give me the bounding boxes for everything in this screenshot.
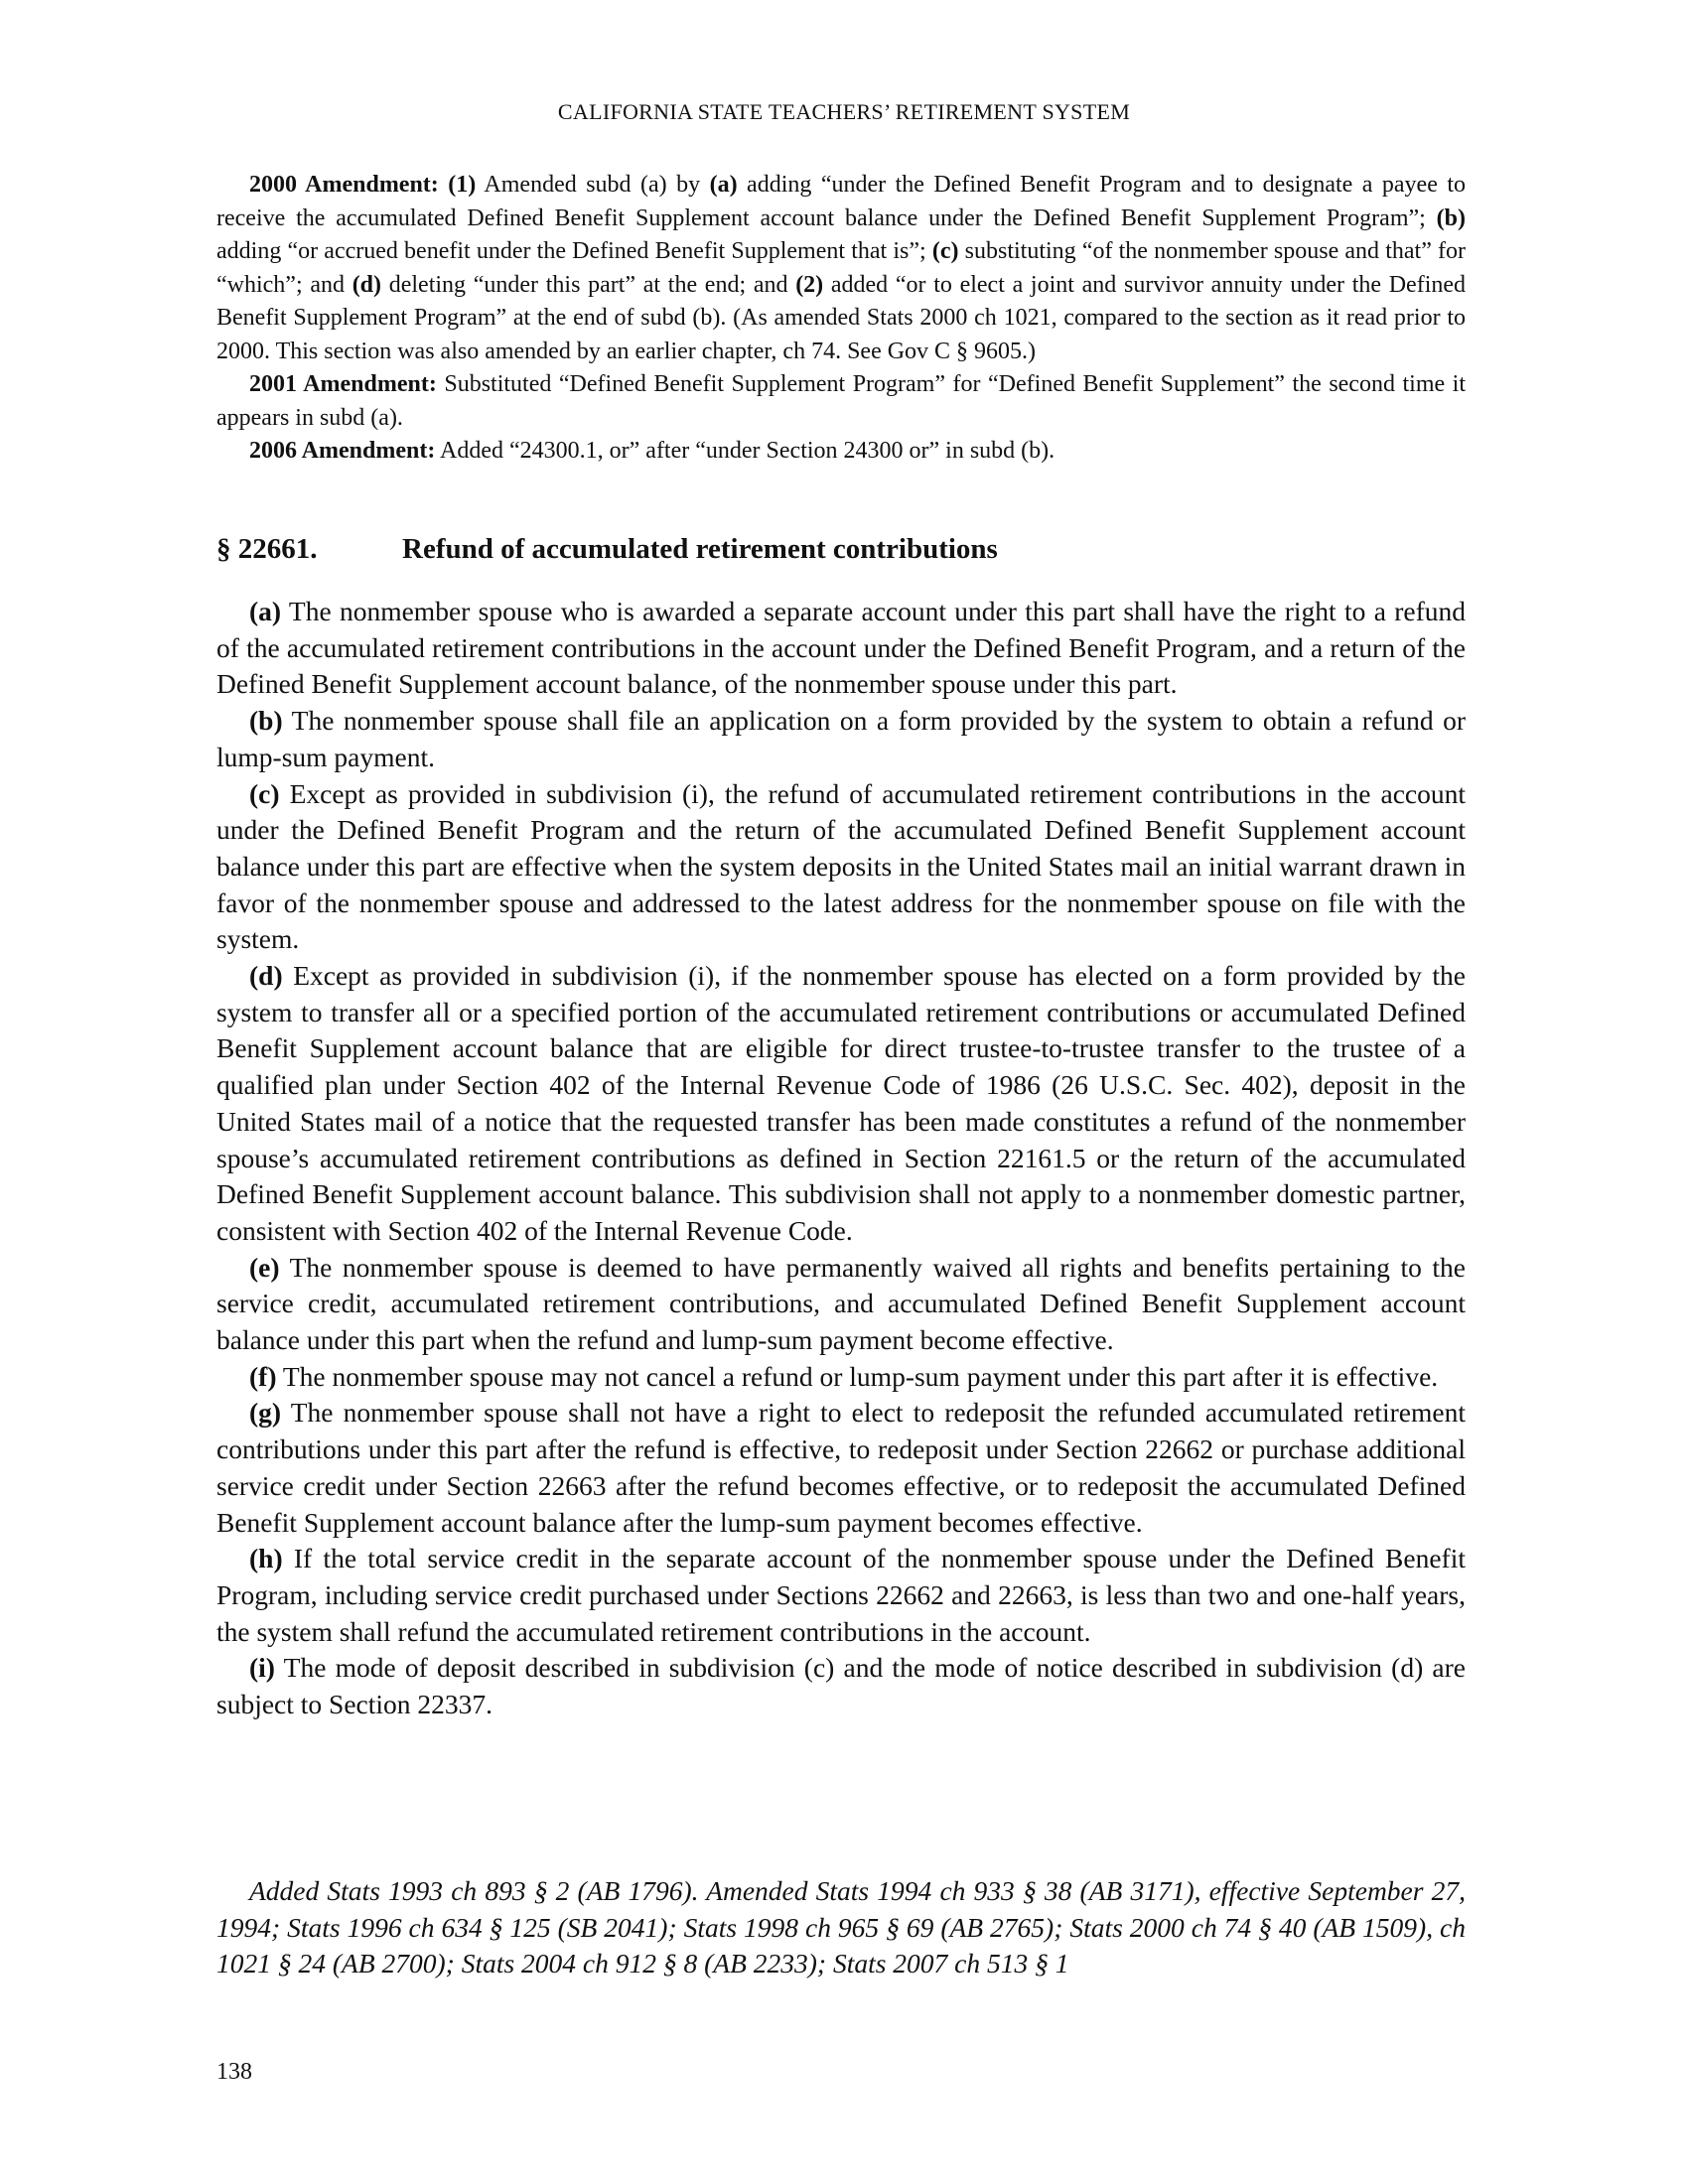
- subdivision-g: [216, 1395, 1466, 1541]
- amendment-note-2001: [216, 368, 1466, 435]
- history-text: Added Stats 1993 ch 893 § 2 (AB 1796). Amended Stats 1994 ch 933 § 38 (AB 3171), effective September 27, 1994; Stats 1996 ch 634 § 125 (SB 2041); Stats 1998 ch 965 § 69 (AB 2765); Stats 2000 ch 74 § 40 (AB 1509), ch 1021 § 24 (AB 2700); Stats 2004 ch 912 § 8 (AB 2233); Stats 2007 ch 513 § 1: [216, 1875, 1466, 1979]
- amendment-label: 2001 Amendment:: [249, 371, 437, 397]
- note-segment: substituting “of the nonmember spouse and that” for “which”; and: [216, 238, 1466, 298]
- subdivision-label: (g): [249, 1397, 282, 1429]
- subdivision-text: The nonmember spouse shall not have a right to elect to redeposit the refunded accumulated retirement contributions under this part after the refund is effective, to redeposit under Section 22662 or purchase additional service credit under Section 22663 after the refund becomes effective, or to redeposit the accumulated Defined Benefit Supplement account balance after the lump-sum payment becomes effective.: [216, 1397, 1466, 1538]
- amendment-note-2000: [216, 169, 1466, 368]
- subdivision-label: (b): [249, 705, 283, 737]
- subdivision-text: If the total service credit in the separate account of the nonmember spouse under the Defined Benefit Program, including service credit purchased under Sections 22662 and 22663, is less than two and one-half years, the system shall refund the accumulated retirement contributions in the account.: [216, 1543, 1466, 1647]
- note-segment: Added “24300.1, or” after “under Section 24300 or” in subd (b).: [435, 438, 1055, 464]
- amendment-note-2006: [216, 435, 1466, 469]
- subdivision-label: (c): [249, 777, 280, 809]
- section-heading: [216, 533, 998, 566]
- note-marker: (c): [931, 238, 959, 264]
- subdivision-text: The nonmember spouse who is awarded a separate account under this part shall have the right to a refund of the accumulated retirement contributions in the account under the Defined Benefit Program, and a return of the Defined Benefit Supplement account balance, of the nonmember spouse under this part.: [216, 596, 1466, 700]
- subdivision-h: [216, 1541, 1466, 1650]
- subdivision-label: (f): [249, 1360, 277, 1392]
- note-marker: (1): [448, 172, 477, 198]
- amendment-label: 2000 Amendment:: [249, 172, 439, 198]
- note-segment: deleting “under this part” at the end; and: [381, 271, 796, 298]
- subdivision-text: The nonmember spouse shall file an application on a form provided by the system to obtain a refund or lump-sum payment.: [216, 705, 1466, 772]
- amendment-label: 2006 Amendment:: [249, 438, 436, 464]
- note-segment: added “or to elect a joint and survivor annuity under the Defined Benefit Supplement Program” at the end of subd (b). (As amended Stats 2000 ch 1021, compared to the section as it read prior to 2000. This section was also amended by an earlier chapter, ch 74. See Gov C § 9605.): [216, 271, 1467, 364]
- subdivision-e: [216, 1250, 1466, 1359]
- subdivision-i: [216, 1650, 1466, 1722]
- subdivision-label: (e): [249, 1251, 280, 1283]
- subdivision-d: [216, 958, 1466, 1250]
- note-segment: adding “under the Defined Benefit Program and to designate a payee to receive the accumulated Defined Benefit Supplement account balance under the Defined Benefit Supplement Program”;: [216, 172, 1467, 231]
- note-segment: Substituted “Defined Benefit Supplement Program” for “Defined Benefit Supplement” the second time it appears in subd (a).: [216, 371, 1466, 431]
- subdivision-text: The mode of deposit described in subdivision (c) and the mode of notice described in subdivision (d) are subject to Section 22337.: [216, 1652, 1466, 1720]
- subdivision-c: [216, 776, 1466, 959]
- legislative-history: [216, 1873, 1466, 1982]
- note-marker: (d): [352, 271, 382, 298]
- subdivision-label: (d): [249, 960, 283, 992]
- subdivision-text: Except as provided in subdivision (i), the refund of accumulated retirement contributions in the account under the Defined Benefit Program and the return of the accumulated Defined Benefit Supplement account balance under this part are effective when the system deposits in the United States mail an initial warrant drawn in favor of the nonmember spouse and addressed to the latest address for the nonmember spouse on file with the system.: [216, 777, 1466, 955]
- section-body: [216, 594, 1466, 1723]
- note-segment: Amended subd (a) by: [476, 172, 710, 198]
- subdivision-text: Except as provided in subdivision (i), if the nonmember spouse has elected on a form provided by the system to transfer all or a specified portion of the accumulated retirement contributions or accumulated Defined Benefit Supplement account balance that are eligible for direct trustee-to-trustee transfer to the trustee of a qualified plan under Section 402 of the Internal Revenue Code of 1986 (26 U.S.C. Sec. 402), deposit in the United States mail of a notice that the requested transfer has been made constitutes a refund of the nonmember spouse’s accumulated retirement contributions as defined in Section 22161.5 or the return of the accumulated Defined Benefit Supplement account balance. This subdivision shall not apply to a nonmember domestic partner, consistent with Section 402 of the Internal Revenue Code.: [216, 960, 1466, 1246]
- subdivision-text: The nonmember spouse is deemed to have permanently waived all rights and benefits pertaining to the service credit, accumulated retirement contributions, and accumulated Defined Benefit Supplement account balance under this part when the refund and lump-sum payment become effective.: [216, 1251, 1466, 1356]
- note-marker: (b): [1436, 205, 1466, 231]
- note-marker: (a): [709, 172, 738, 198]
- subdivision-a: [216, 594, 1466, 703]
- running-header: CALIFORNIA STATE TEACHERS’ RETIREMENT SYSTEM: [557, 99, 1131, 124]
- note-segment: adding “or accrued benefit under the Defined Benefit Supplement that is”;: [216, 238, 932, 264]
- subdivision-label: (a): [249, 596, 282, 626]
- subdivision-b: [216, 703, 1466, 775]
- subdivision-text: The nonmember spouse may not cancel a refund or lump-sum payment under this part after it is effective.: [276, 1360, 1439, 1392]
- section-number: § 22661.: [216, 533, 318, 565]
- subdivision-label: (h): [249, 1543, 283, 1574]
- amendment-notes: [216, 169, 1466, 469]
- page-number: 138: [216, 2059, 252, 2085]
- subdivision-label: (i): [249, 1652, 275, 1684]
- section-title: Refund of accumulated retirement contributions: [402, 533, 998, 565]
- subdivision-f: [216, 1359, 1466, 1396]
- note-marker: (2): [795, 271, 824, 298]
